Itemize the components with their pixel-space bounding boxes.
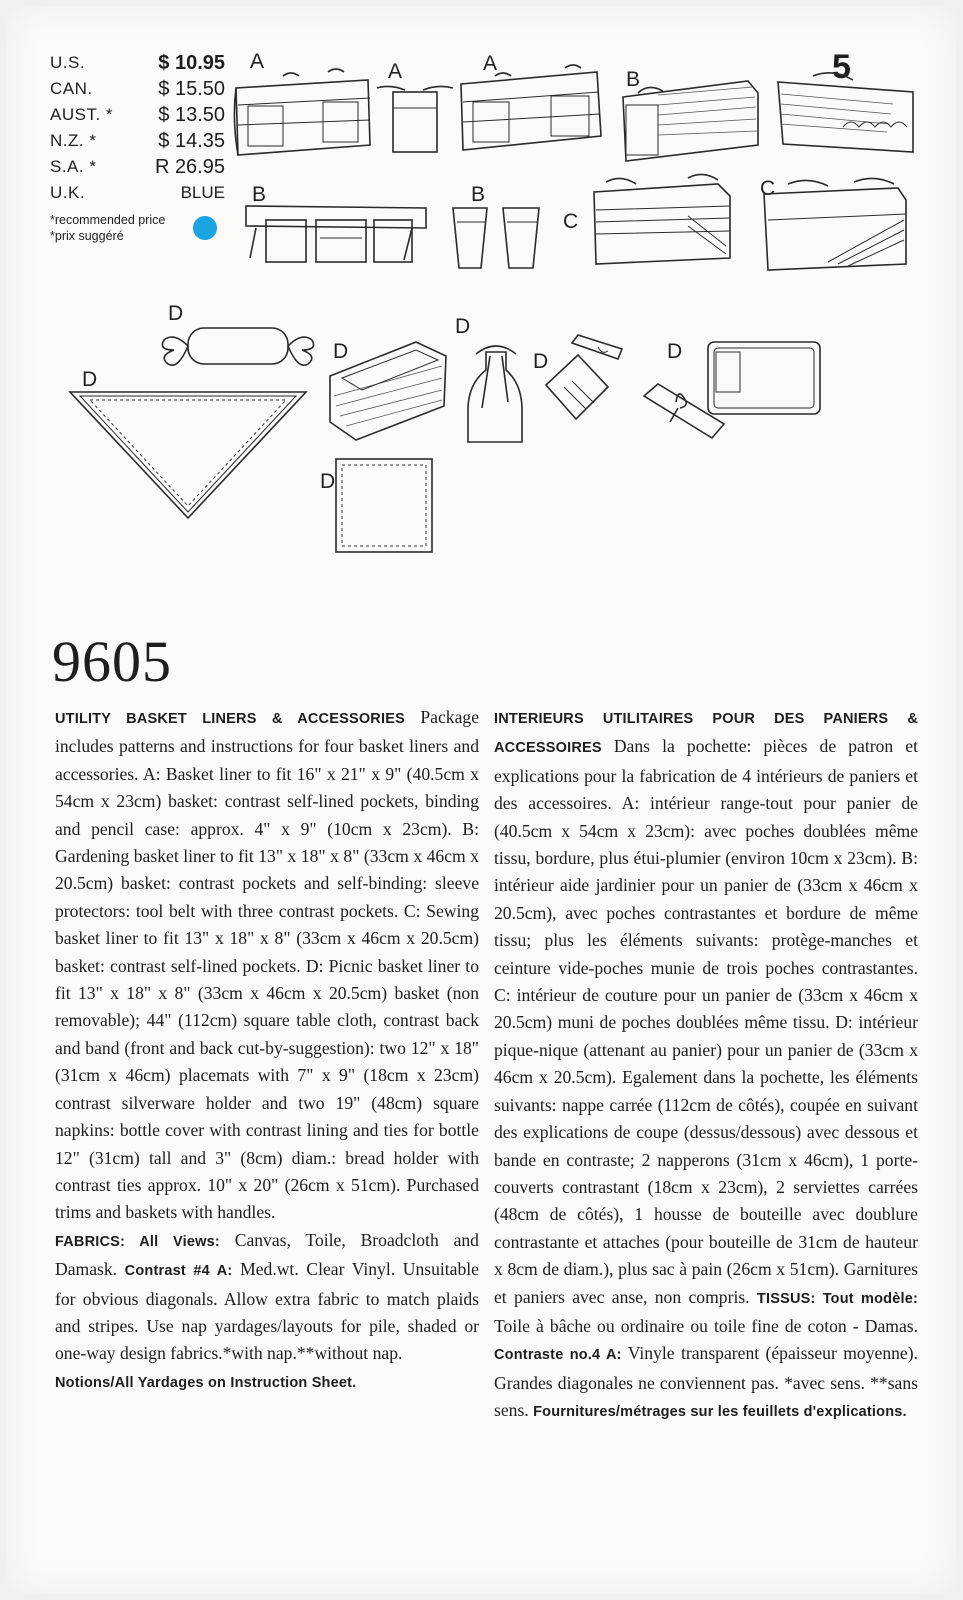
view-letter-d: D (667, 340, 683, 363)
french-body: Dans la pochette: pièces de patron et explications pour la fabrication de 4 intérieurs de paniers et des accessoires. A: intérieur range-tout pour panier de (40.5cm x 54cm x 23cm): avec poches doublées même tissu, bordure, plus étui-plumier (environ 10cm x 23cm). B: intérieur aide jardinier pour un panier de (33cm x 46cm x 20.5cm), avec poches contrastantes et bordure de même tissu; plus les éléments suivants: protège-manches et ceinture vide-poches munie de trois poches contrastantes. C: intérieur de couture pour un panier de (33cm x 46cm x 20.5cm) muni de poches doublées même tissu. D: intérieur pique-nique (attenant au panier) pour un panier de (33cm x 46cm x 20.5cm). Egalement dans la pochette, les éléments suivants: nappe carrée (112cm de côtés), coupée en suivant des explications de coupe (dessus/dessous) avec dessous et bande en contraste; 2 napperons (31cm x 46cm), 1 porte-couverts contrastant (18cm x 23cm), 2 serviettes carrées (48cm de côtés), 1 housse de bouteille avec doublure contrastante et attaches (pour bouteille de 31cm de hauteur x 8cm de diam.), plus sac à pain (26cm x 51cm). Garnitures et paniers avec anse, non compris. (494, 736, 918, 1307)
price-value: $ 13.50 (158, 103, 225, 126)
sewing-basket-liner-c-illustration-alt (758, 180, 913, 275)
price-country: U.S. (50, 53, 86, 72)
english-notions (55, 1368, 479, 1397)
french-contrast-label: Contraste no.4 A: (494, 1347, 622, 1364)
view-letter-a: A (388, 60, 403, 83)
english-contrast-text: Med.wt. Clear Vinyl. Unsuitable for obvious diagonals. Allow extra fabric to match plaids and stripes. Use nap yardages/layouts for pile, shaded or one-way design fabrics.*with nap.**without nap. (55, 1259, 479, 1364)
view-letter-b: B (252, 183, 267, 206)
view-letter-b: B (471, 183, 486, 206)
price-country: AUST. * (50, 105, 114, 124)
price-country: N.Z. * (50, 131, 97, 150)
view-letter-d: D (333, 340, 349, 363)
english-fabrics-text: Canvas, Toile, Broadcloth and Damask. (55, 1229, 479, 1280)
french-title: INTERIEURS UTILITAIRES POUR DES PANIERS & ACCESSOIRES (494, 711, 918, 757)
english-description-column (55, 704, 479, 1397)
page-number: 5 (832, 48, 851, 86)
view-letter-d: D (82, 368, 98, 391)
price-row-uk (50, 180, 225, 206)
french-description (494, 704, 918, 1427)
bottle-cover-d-illustration (462, 330, 532, 450)
basket-liner-a-illustration (228, 70, 378, 165)
price-country: CAN. (50, 79, 93, 98)
english-body: Package includes patterns and instructions for four basket liners and accessories. A: Basket liner to fit 16" x 21" x 9" (40.5cm x 54cm x 23cm) basket: contrast self-lined pockets, binding and pencil case: approx. 4" x 9" (10cm x 23cm). B: Gardening basket liner to fit 13" x 18" x 8" (33cm x 46cm x 20.5cm) basket: contrast pockets and self-binding: sleeve protectors: tool belt with three contrast pockets. C: Sewing basket liner to fit 13" x 18" x 8" (33cm x 46cm x 20.5cm) basket: contrast self-lined pockets. D: Picnic basket liner to fit 13" x 18" x 8" (33cm x 46cm x 20.5cm) basket (non removable); 44" (112cm) square table cloth, contrast back and band (front and back cut-by-suggestion): two 12" x 18" (31cm x 46cm) placemats with 7" x 9" (18cm x 23cm) contrast silverware holder and two 19" (48cm) square napkins: bottle cover with contrast lining and ties for bottle 12" (31cm) tall and 3" (8cm) diam.: bread holder with contrast ties approx. 10" x 20" (26cm x 51cm). Purchased trims and baskets with handles. (55, 707, 479, 1223)
view-letter-a: A (250, 50, 265, 73)
basket-liner-a-illustration-alt (455, 62, 605, 157)
price-note-en: *recommended price (50, 213, 166, 227)
tool-belt-b-illustration (236, 198, 436, 270)
garden-basket-liner-b-illustration (618, 75, 763, 165)
garden-basket-liner-b-illustration-alt (773, 72, 923, 164)
price-value: $ 15.50 (158, 77, 225, 100)
english-title: UTILITY BASKET LINERS & ACCESSORIES (55, 711, 405, 727)
english-contrast-label: Contrast #4 A: (124, 1263, 233, 1280)
price-country: S.A. * (50, 157, 97, 176)
view-letter-d: D (320, 470, 336, 493)
price-value: $ 10.95 (158, 51, 225, 74)
price-row-us (50, 50, 225, 76)
view-letter-a: A (483, 52, 498, 75)
french-contrast-text: Vinyle transparent (épaisseur moyenne). Grandes diagonales ne conviennent pas. *avec sens. **sans sens. (494, 1343, 918, 1421)
french-description-column (494, 704, 918, 1427)
view-letter-d: D (533, 350, 549, 373)
view-letter-d: D (455, 315, 471, 338)
pencil-case-a-illustration (375, 78, 460, 158)
pattern-number: 9605 (52, 629, 172, 694)
price-row-aust (50, 102, 225, 128)
price-value: $ 14.35 (158, 129, 225, 152)
price-note-fr: *prix suggéré (50, 229, 124, 243)
napkin-d-illustration (334, 457, 434, 554)
english-description (55, 704, 479, 1227)
table-cloth-d-illustration (66, 388, 311, 523)
english-notions-text: Notions/All Yardages on Instruction Sheet. (55, 1374, 357, 1391)
price-row-can (50, 76, 225, 102)
price-row-sa (50, 154, 225, 180)
view-letter-b: B (626, 68, 641, 91)
price-value: R 26.95 (154, 155, 225, 178)
bread-holder-d-illustration (158, 320, 318, 375)
picnic-basket-liner-d-illustration (326, 336, 451, 446)
french-fabrics-label: TISSUS: Tout modèle: (756, 1290, 918, 1307)
uk-blue-dot (193, 216, 217, 240)
price-list (50, 50, 225, 244)
silverware-holder-d-illustration (542, 335, 632, 425)
sewing-basket-liner-c-illustration (588, 176, 738, 271)
view-letter-c: C (760, 177, 776, 200)
french-fabrics-text: Toile à bâche ou ordinaire ou toile fine de coton - Damas. (494, 1315, 918, 1336)
english-fabrics-label: FABRICS: All Views: (55, 1233, 220, 1250)
price-country: U.K. (50, 183, 86, 202)
view-letter-d: D (168, 302, 184, 325)
price-value: BLUE (180, 183, 225, 202)
price-row-nz (50, 128, 225, 154)
french-notions: Fournitures/métrages sur les feuillets d'explications. (533, 1404, 907, 1421)
placemat-napkin-d-illustration (640, 338, 830, 448)
view-letter-c: C (563, 210, 579, 233)
sleeve-protectors-b-illustration (445, 202, 550, 274)
english-fabrics (55, 1227, 479, 1368)
